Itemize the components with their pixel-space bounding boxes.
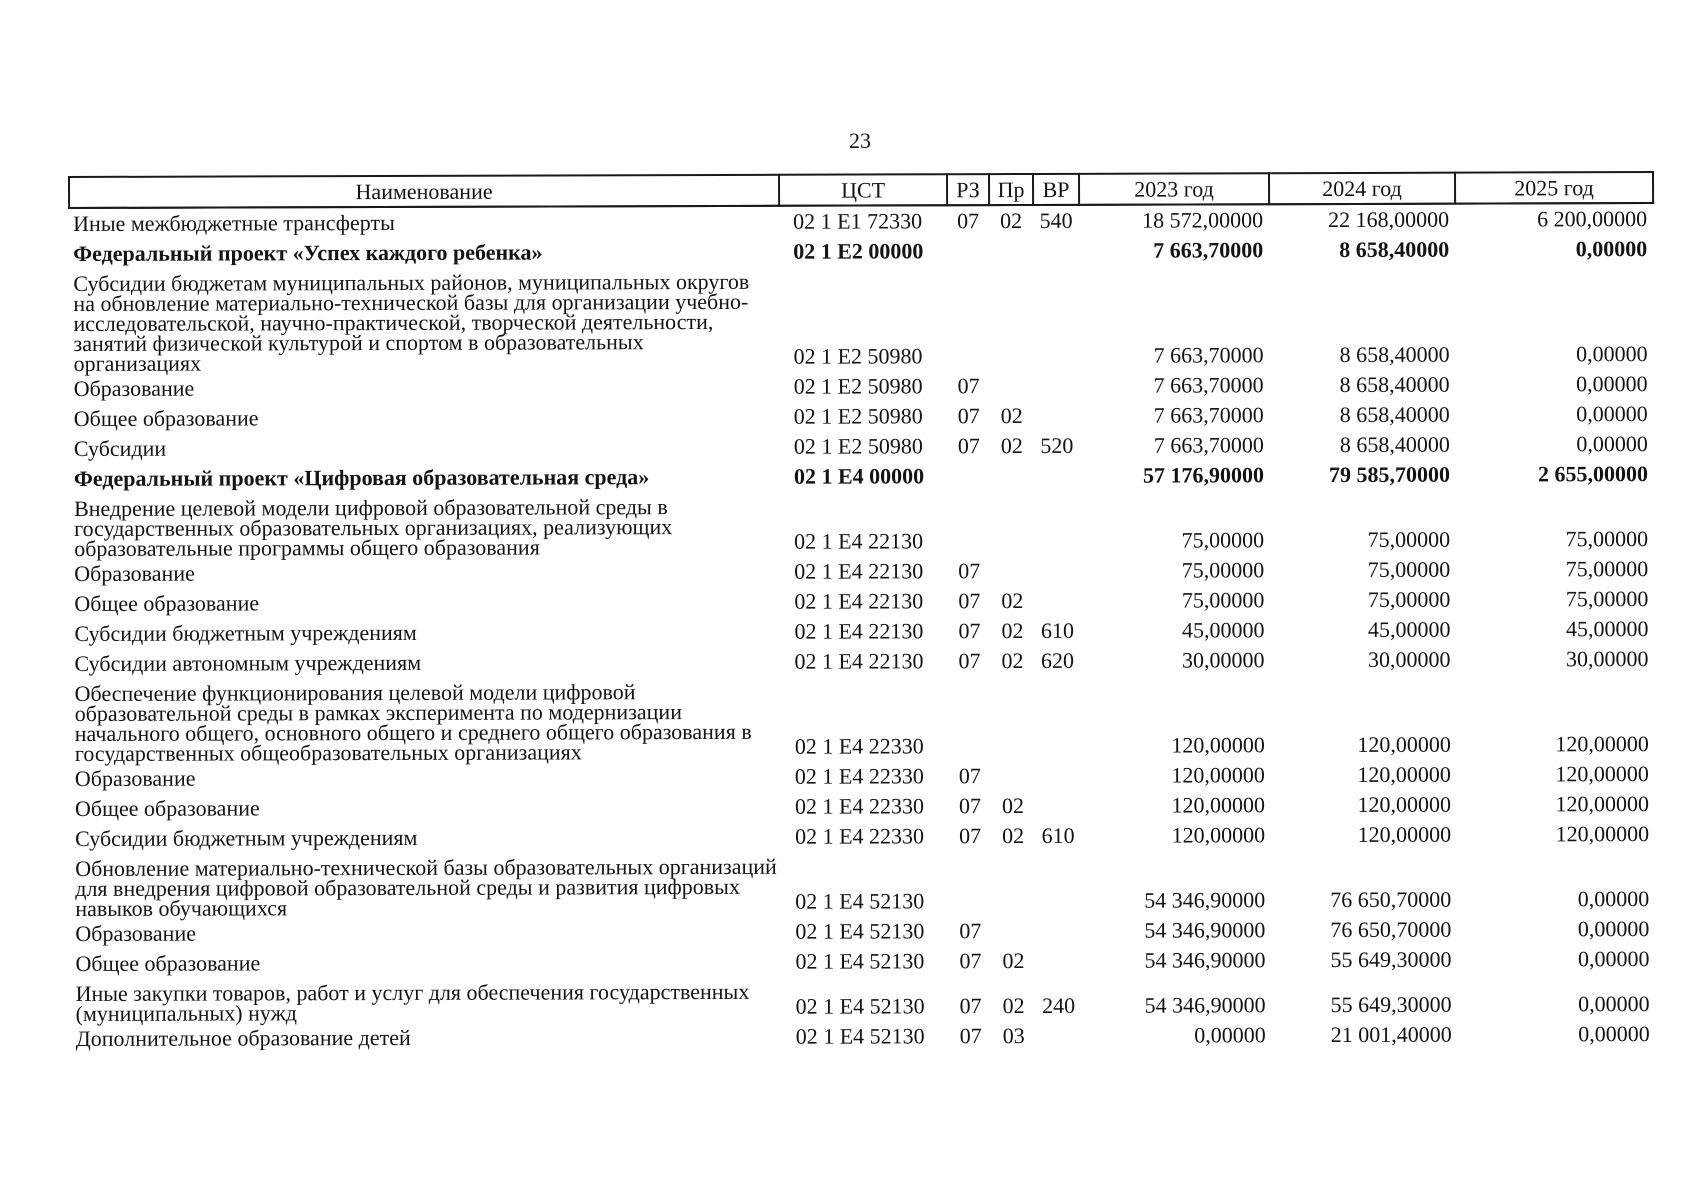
row-vr	[1035, 949, 1081, 979]
row-value-2025: 0,00000	[1578, 1021, 1650, 1047]
header-2025: 2025 год	[1455, 172, 1653, 204]
row-vr	[1034, 464, 1080, 494]
row-vr	[1035, 854, 1081, 919]
row-cst: 02 1 E4 22330	[794, 733, 924, 759]
row-vr	[1036, 1024, 1082, 1054]
row-cst: 02 1 E2 00000	[793, 238, 924, 264]
row-pr: 02	[1001, 792, 1025, 819]
row-pr	[991, 679, 1035, 764]
header-vr: ВР	[1033, 174, 1079, 205]
row-name: Общее образование	[74, 795, 260, 821]
row-vr	[1035, 919, 1081, 949]
row-vr	[1033, 269, 1079, 374]
row-cst: 02 1 E4 22130	[794, 648, 924, 674]
row-value-2023: 7 663,70000	[1153, 342, 1264, 368]
row-rz: 07	[957, 403, 980, 429]
table-row	[71, 947, 1655, 982]
row-cst: 02 1 E4 22330	[794, 763, 924, 789]
row-value-2023: 7 663,70000	[1153, 432, 1264, 458]
row-name: Федеральный проект «Цифровая образовательная среда»	[73, 464, 650, 491]
row-rz: 07	[958, 588, 981, 614]
row-vr	[1035, 794, 1081, 824]
row-pr	[990, 559, 1034, 589]
row-value-2025: 0,00000	[1576, 371, 1648, 397]
row-value-2025: 6 200,00000	[1537, 206, 1648, 232]
row-value-2023: 54 346,90000	[1144, 887, 1266, 913]
row-vr	[1034, 559, 1080, 589]
row-rz: 07	[958, 618, 981, 644]
row-pr: 02	[1002, 822, 1025, 849]
table-header	[69, 172, 1653, 208]
row-value-2023: 30,00000	[1181, 647, 1265, 673]
row-name: Внедрение целевой модели цифровой образовательной среды в государственных образовательных организациях, реализующих образовательные программы общего образования	[74, 494, 673, 561]
row-value-2023: 120,00000	[1171, 762, 1265, 788]
row-pr: 02	[1000, 208, 1023, 234]
row-cst: 02 1 E2 50980	[793, 433, 923, 459]
row-vr	[1033, 239, 1079, 269]
row-value-2024: 30,00000	[1367, 646, 1451, 672]
row-cst: 02 1 E4 52130	[795, 993, 925, 1019]
row-cst: 02 1 E4 00000	[793, 463, 925, 489]
row-pr	[989, 239, 1033, 269]
row-name: Субсидии бюджетным учреждениям	[75, 824, 418, 851]
row-value-2024: 120,00000	[1357, 761, 1451, 787]
table-row	[70, 647, 1654, 682]
row-value-2023: 75,00000	[1181, 527, 1265, 553]
row-rz: 07	[958, 763, 981, 789]
table-row	[70, 492, 1654, 562]
row-name: Иные закупки товаров, работ и услуг для обеспечения государственных (муниципальных) нужд	[75, 978, 750, 1026]
row-value-2023: 7 663,70000	[1153, 372, 1264, 398]
row-value-2024: 79 585,70000	[1328, 461, 1450, 488]
row-rz: 07	[958, 648, 981, 674]
row-vr: 240	[1042, 992, 1076, 1018]
header-cst: ЦСТ	[779, 174, 947, 206]
row-cst: 02 1 E4 22130	[794, 618, 924, 644]
row-value-2023: 75,00000	[1181, 587, 1265, 613]
row-cst: 02 1 E4 22130	[794, 558, 924, 584]
row-cst: 02 1 E4 52130	[795, 888, 925, 914]
row-value-2025: 0,00000	[1576, 431, 1648, 457]
row-value-2024: 120,00000	[1357, 791, 1452, 817]
row-pr	[991, 764, 1035, 794]
row-rz: 07	[959, 918, 982, 944]
row-value-2025: 0,00000	[1577, 946, 1650, 972]
row-name: Дополнительное образование детей	[75, 1024, 411, 1051]
row-value-2024: 21 001,40000	[1330, 1021, 1452, 1048]
section-row	[70, 462, 1654, 497]
row-pr	[989, 269, 1033, 374]
row-cst: 02 1 E4 52130	[795, 918, 925, 944]
row-vr: 520	[1040, 432, 1074, 458]
row-value-2024: 8 658,40000	[1339, 371, 1450, 398]
row-value-2023: 120,00000	[1171, 822, 1266, 848]
row-name: Субсидии	[73, 435, 167, 461]
row-value-2024: 8 658,40000	[1339, 431, 1450, 458]
row-value-2023: 120,00000	[1171, 732, 1265, 758]
row-value-2024: 22 168,00000	[1328, 206, 1450, 233]
table-row	[72, 977, 1656, 1027]
row-value-2024: 76 650,70000	[1330, 916, 1452, 943]
row-name: Обеспечение функционирования целевой модели цифровой образовательной среды в рамках эксперимента по модернизации начального общего, основного общего и среднего общего образования в государственных общеобразовательных организациях	[74, 679, 752, 766]
row-rz: 07	[959, 993, 982, 1019]
row-vr: 610	[1040, 617, 1074, 643]
row-value-2023: 54 346,90000	[1144, 992, 1266, 1018]
row-cst: 02 1 E4 22330	[795, 823, 925, 849]
row-pr: 02	[1000, 433, 1023, 459]
row-rz	[949, 854, 991, 919]
row-name: Субсидии бюджетам муниципальных районов, муниципальных округов на обновление материально-технической базы для организации учебно-исследовательской, научно-практической, творческой деятельности, занятий физической культурой и спортом в образовательных организациях	[73, 268, 750, 376]
row-pr: 02	[1001, 618, 1024, 644]
row-value-2025: 75,00000	[1565, 556, 1649, 582]
row-value-2024: 8 658,40000	[1339, 341, 1450, 368]
row-rz	[948, 464, 990, 494]
row-value-2023: 54 346,90000	[1144, 917, 1266, 943]
table-row	[71, 852, 1655, 922]
row-value-2023: 7 663,70000	[1153, 237, 1264, 263]
row-value-2025: 45,00000	[1565, 616, 1649, 642]
row-value-2023: 120,00000	[1171, 792, 1266, 818]
row-value-2025: 0,00000	[1577, 916, 1650, 942]
row-rz: 07	[959, 1023, 982, 1049]
row-pr: 03	[1002, 1022, 1025, 1049]
row-value-2025: 0,00000	[1575, 236, 1648, 262]
row-name: Федеральный проект «Успех каждого ребенка»	[73, 239, 543, 266]
row-value-2023: 45,00000	[1181, 617, 1265, 643]
row-pr	[990, 494, 1034, 559]
row-value-2023: 57 176,90000	[1142, 462, 1264, 488]
row-value-2025: 2 655,00000	[1537, 461, 1648, 487]
row-value-2023: 54 346,90000	[1144, 947, 1266, 973]
row-value-2024: 45,00000	[1367, 616, 1451, 642]
row-name: Общее образование	[74, 590, 260, 616]
row-name: Общее образование	[73, 405, 259, 431]
row-rz: 07	[957, 433, 980, 459]
row-name: Образование	[74, 765, 196, 791]
row-cst: 02 1 E4 22130	[794, 588, 924, 614]
row-value-2024: 120,00000	[1357, 731, 1451, 757]
row-pr	[990, 374, 1034, 404]
row-cst: 02 1 E4 52130	[795, 948, 925, 974]
row-value-2024: 8 658,40000	[1339, 401, 1450, 428]
row-rz: 07	[959, 823, 982, 849]
row-cst: 02 1 E2 50980	[793, 343, 923, 369]
row-name: Субсидии автономным учреждениям	[74, 649, 422, 676]
row-vr: 540	[1039, 207, 1073, 233]
row-name: Обновление материально-технической базы образовательных организаций для внедрения цифровой образовательной среды и развития цифровых навыков обучающихся	[75, 853, 777, 921]
header-2023: 2023 год	[1079, 173, 1269, 205]
section-row	[69, 237, 1653, 272]
row-value-2025: 75,00000	[1565, 586, 1649, 612]
row-value-2025: 0,00000	[1576, 401, 1648, 427]
row-cst: 02 1 E2 50980	[793, 373, 923, 399]
page-number: 23	[849, 128, 871, 153]
table-row	[72, 1022, 1656, 1057]
row-pr: 02	[1001, 588, 1024, 614]
row-vr: 620	[1040, 647, 1075, 673]
row-value-2025: 120,00000	[1555, 791, 1650, 817]
row-value-2024: 55 649,30000	[1330, 946, 1452, 973]
row-rz: 07	[958, 793, 982, 819]
row-value-2025: 0,00000	[1577, 886, 1650, 912]
row-name: Образование	[75, 920, 197, 946]
row-rz	[947, 269, 989, 374]
row-pr: 02	[1001, 648, 1024, 674]
row-rz	[947, 239, 989, 269]
row-vr	[1034, 589, 1080, 619]
row-value-2024: 8 658,40000	[1339, 236, 1450, 263]
row-pr: 02	[1000, 403, 1023, 429]
row-rz: 07	[958, 558, 981, 584]
row-cst: 02 1 E4 22130	[794, 528, 924, 554]
row-pr	[991, 919, 1035, 949]
row-value-2023: 7 663,70000	[1153, 402, 1264, 428]
budget-table	[68, 171, 1657, 1057]
row-name: Субсидии бюджетным учреждениям	[74, 619, 417, 646]
row-pr	[990, 464, 1034, 494]
row-pr: 02	[1002, 947, 1025, 974]
row-value-2025: 120,00000	[1555, 731, 1649, 757]
row-cst: 02 1 E4 52130	[795, 1023, 925, 1049]
row-value-2025: 30,00000	[1565, 646, 1649, 672]
row-value-2023: 18 572,00000	[1142, 207, 1264, 233]
header-pr: Пр	[989, 174, 1033, 205]
row-pr	[991, 854, 1035, 919]
row-vr	[1035, 764, 1081, 794]
row-pr: 02	[1002, 992, 1025, 1019]
row-vr	[1034, 374, 1080, 404]
row-rz	[949, 679, 991, 764]
row-name: Общее образование	[75, 950, 261, 976]
row-value-2024: 76 650,70000	[1330, 886, 1452, 913]
row-name: Образование	[73, 375, 195, 401]
table-row	[69, 267, 1653, 377]
row-name: Иные межбюджетные трансферты	[73, 209, 395, 236]
table-row	[71, 677, 1655, 767]
row-value-2025: 0,00000	[1578, 991, 1650, 1017]
header-row	[69, 172, 1653, 208]
row-cst: 02 1 E1 72330	[793, 208, 923, 234]
row-vr	[1035, 679, 1081, 764]
row-vr: 610	[1041, 822, 1075, 848]
row-cst: 02 1 E2 50980	[793, 403, 923, 429]
row-value-2025: 75,00000	[1565, 526, 1649, 552]
row-vr	[1034, 404, 1080, 434]
header-2024: 2024 год	[1269, 173, 1455, 205]
row-value-2024: 75,00000	[1367, 586, 1451, 612]
row-rz: 07	[957, 208, 980, 234]
header-name: Наименование	[69, 175, 779, 208]
table-row	[71, 822, 1655, 857]
row-rz: 07	[957, 373, 980, 399]
header-rz: РЗ	[947, 174, 989, 205]
row-value-2024: 75,00000	[1367, 556, 1451, 582]
row-value-2025: 0,00000	[1576, 341, 1648, 367]
row-value-2023: 75,00000	[1181, 557, 1265, 583]
row-vr	[1034, 494, 1080, 559]
row-value-2024: 75,00000	[1367, 526, 1451, 552]
row-value-2024: 120,00000	[1357, 821, 1452, 847]
row-name: Образование	[74, 560, 195, 586]
row-value-2024: 55 649,30000	[1330, 991, 1452, 1018]
row-cst: 02 1 E4 22330	[794, 793, 924, 819]
row-rz	[948, 494, 990, 559]
row-value-2025: 120,00000	[1555, 761, 1649, 787]
row-value-2025: 120,00000	[1555, 821, 1650, 847]
row-value-2023: 0,00000	[1194, 1022, 1266, 1048]
row-rz: 07	[959, 948, 982, 974]
table-body	[69, 203, 1656, 1057]
